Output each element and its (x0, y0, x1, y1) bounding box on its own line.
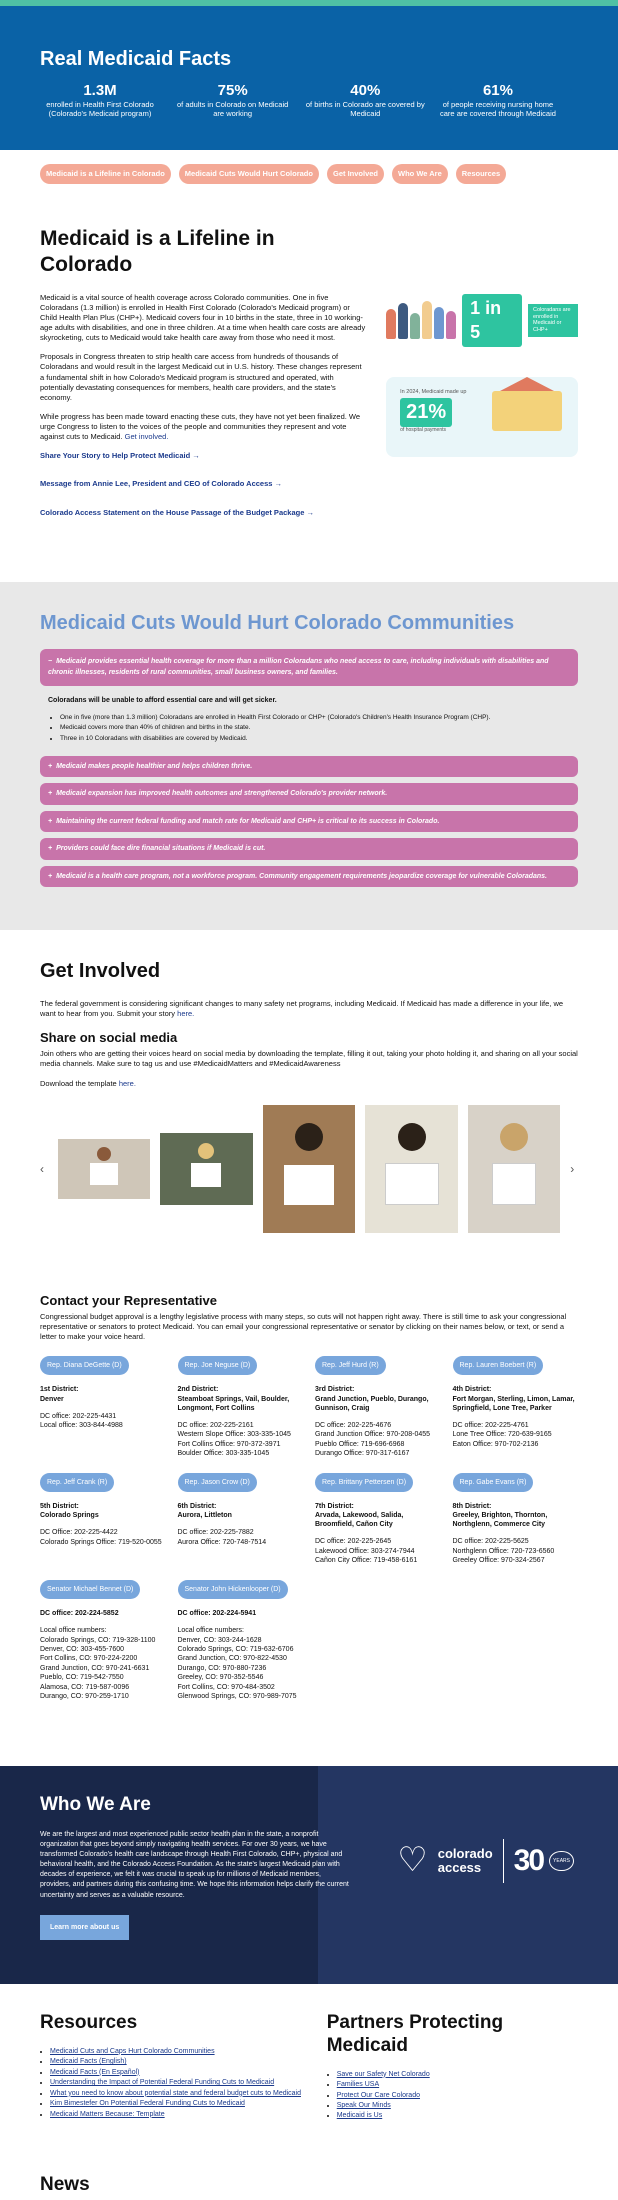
rep-offices: DC office: 202-225-7882 Aurora Office: 720-748-7514 (177, 1529, 267, 1546)
download-text: Download the template here. (40, 1079, 136, 1089)
rep-offices: DC office: 202-225-5625 Northglenn Office: 720-723-6560 Greeley Office: 970-324-2567 (452, 1538, 555, 1565)
pill-get-involved[interactable]: Get Involved (327, 164, 384, 184)
senator-offices: Local office numbers: Denver, CO: 303-244-1628 Colorado Springs, CO: 719-632-6706 Grand Junction, CO: 970-822-4530 Durango, CO: 970-880-7236 Greeley, CO: 970-352-5546 Fort Collins, CO: 970-484-3502 Glenwood Springs, CO: 970-989-7075 (177, 1627, 297, 1701)
accordion-bullet: • Three in 10 Coloradans with disabilities are covered by Medicaid. (60, 735, 570, 744)
expand-icon: + (48, 790, 53, 798)
rep-district: 1st District: Denver (40, 1386, 79, 1403)
download-template-link[interactable]: here. (118, 1079, 136, 1089)
rep-district: 7th District: Arvada, Lakewood, Salida, Broomfield, Cañon City (315, 1502, 404, 1529)
rep-offices: DC office: 202-225-4676 Grand Junction Office: 970-208-0455 Pueblo Office: 719-696-6968 Durango Office: 970-317-6167 (315, 1421, 431, 1458)
rep-name-button[interactable]: Rep. Gabe Evans (R) (453, 1473, 534, 1492)
fact-item (173, 83, 293, 118)
one-in-five-figure: 1 in 5 (462, 294, 522, 347)
facts-row (40, 83, 578, 118)
submit-story-link[interactable]: here. (177, 1009, 195, 1019)
rep-offices: DC office: 202-225-4761 Lone Tree Office: 720-639-9165 Eaton Office: 970-702-2136 (452, 1421, 552, 1448)
logo-30-years: 30 (513, 1843, 544, 1877)
carousel-photo (468, 1105, 561, 1233)
accordion-item[interactable]: + Maintaining the current federal funding and match rate for Medicaid and CHP+ is critical to its success in Colorado. (40, 811, 578, 832)
colorado-access-logo (397, 1838, 574, 1884)
get-involved-intro: The federal government is considering significant changes to many safety net programs, including Medicaid. If Medicaid has made a difference in your life, we want to hear from you. Submit your story here. (40, 999, 564, 1019)
lifeline-title: Medicaid is a Lifeline in Colorado (40, 227, 275, 277)
hospital-caption: In 2024, Medicaid made up (400, 388, 467, 395)
logo-divider (503, 1839, 504, 1883)
resources-list (40, 2047, 305, 2119)
resource-link[interactable]: • Understanding the Impact of Potential Federal Funding Cuts to Medicaid (50, 2078, 305, 2087)
hospital-illustration (492, 391, 562, 431)
learn-more-button[interactable]: Learn more about us (40, 1915, 129, 1940)
fact-description: of people receiving nursing home care are covered through Medicaid (440, 99, 556, 118)
expand-icon: + (48, 872, 53, 880)
rep-offices: DC Office: 202-225-4422 Colorado Springs Office: 719-520-0055 (40, 1529, 162, 1546)
rep-district: 8th District: Greeley, Brighton, Thornton, Northglenn, Commerce City (452, 1502, 548, 1529)
resource-link[interactable]: • Medicaid Cuts and Caps Hurt Colorado Communities (50, 2047, 305, 2056)
carousel-next-icon[interactable]: › (570, 1162, 575, 1177)
resources-title: Resources (40, 2012, 138, 2034)
people-illustration (386, 301, 456, 339)
hero-section (0, 6, 618, 150)
resource-link[interactable]: • Kim Bimestefer On Potential Federal Funding Cuts to Medicaid (50, 2099, 305, 2108)
rep-district: 4th District: Fort Morgan, Sterling, Limon, Lamar, Springfield, Lone Tree, Parker (452, 1386, 575, 1412)
rep-name-button[interactable]: Rep. Jeff Hurd (R) (315, 1356, 386, 1375)
carousel-photo (58, 1139, 151, 1199)
accordion-item[interactable]: + Medicaid makes people healthier and helps children thrive. (40, 756, 578, 777)
senator-card (40, 1580, 166, 1702)
partners-list (327, 2070, 578, 2121)
share-story-link[interactable]: Share Your Story to Help Protect Medicaid → (40, 451, 200, 461)
resource-link[interactable]: • Medicaid Facts (English) (50, 2057, 305, 2066)
ceo-message-link[interactable]: Message from Annie Lee, President and CEO of Colorado Access → (40, 479, 283, 489)
partner-link[interactable]: • Medicaid is Us (337, 2111, 578, 2120)
carousel-photo (263, 1105, 356, 1233)
senator-dc-office: DC office: 202-224-5852 (40, 1609, 119, 1617)
partner-link[interactable]: • Protect Our Care Colorado (337, 2091, 578, 2100)
accordion-lead: Coloradans will be unable to afford essential care and will get sicker. (48, 697, 277, 705)
representatives-grid (40, 1356, 578, 1702)
senator-name-button[interactable]: Senator Michael Bennet (D) (40, 1580, 140, 1599)
rep-card (315, 1473, 441, 1566)
resources-partners-section (0, 1984, 618, 2160)
rep-card (178, 1473, 304, 1566)
senator-offices: Local office numbers: Colorado Springs, CO: 719-328-1100 Denver, CO: 303-455-7600 Fort Collins, CO: 970-224-2200 Grand Junction, CO: 970-241-6631 Pueblo, CO: 719-542-7550 Alamosa, CO: 719-587-0096 Durango, CO: 970-259-1710 (40, 1627, 156, 1701)
lifeline-paragraph: Proposals in Congress threaten to strip health care access from hundreds of thousands of Coloradans and would result in the largest Medicaid cut in U.S. history. These changes represent a fundamental shift in how Colorado's Medicaid program is structured and operated, with potentially devastating consequences for members, health care providers, and the state's economy. (40, 352, 362, 402)
accordion-item-open[interactable]: − Medicaid provides essential health coverage for more than a million Coloradans who need access to care, including individuals with disabilities and chronic illnesses, residents of rural communities, small business owners, and families. (40, 649, 578, 686)
partner-link[interactable]: • Save our Safety Net Colorado (337, 2070, 578, 2079)
rep-name-button[interactable]: Rep. Jeff Crank (R) (40, 1473, 114, 1492)
fact-item (438, 83, 558, 118)
rep-name-button[interactable]: Rep. Lauren Boebert (R) (453, 1356, 544, 1375)
rep-offices: DC office: 202-225-2645 Lakewood Office: 303-274-7944 Cañon City Office: 719-458-6161 (315, 1538, 418, 1565)
accordion-bullet: • Medicaid covers more than 40% of children and births in the state. (60, 724, 570, 733)
rep-offices: DC office: 202-225-4431 Local office: 303-844-4988 (40, 1412, 123, 1430)
budget-statement-link[interactable]: Colorado Access Statement on the House Passage of the Budget Package → (40, 507, 314, 517)
social-media-title: Share on social media (40, 1030, 178, 1046)
partner-link[interactable]: • Families USA (337, 2080, 578, 2089)
lifeline-section (0, 198, 618, 582)
accordion-item[interactable]: + Providers could face dire financial situations if Medicaid is cut. (40, 838, 578, 859)
cuts-title: Medicaid Cuts Would Hurt Colorado Communities (40, 612, 515, 635)
get-involved-title: Get Involved (40, 960, 161, 983)
lifeline-paragraph: While progress has been made toward enacting these cuts, they have not yet been finalized. We urge Congress to listen to the voices of the people and communities they represent and vote against cuts to Medicaid. Get involved. (40, 411, 361, 442)
collapse-icon: − (48, 658, 53, 666)
get-involved-section (0, 930, 618, 1288)
hospital-caption-2: of hospital payments (400, 427, 446, 434)
fact-item (305, 83, 425, 118)
heart-logo-icon: ♡ (397, 1841, 428, 1880)
rep-card (453, 1356, 579, 1458)
who-we-are-title: Who We Are (40, 1794, 151, 1816)
hospital-percentage: 21% (400, 398, 452, 427)
rep-name-button[interactable]: Rep. Jason Crow (D) (178, 1473, 257, 1492)
hospital-payments-infographic (386, 377, 578, 457)
lifeline-infographics (386, 226, 578, 582)
rep-card (315, 1356, 441, 1458)
lifeline-paragraph: Medicaid is a vital source of health coverage across Colorado communities. One in five Coloradans (1.3 million) is enrolled in Health First Colorado (Colorado's Medicaid program) or Child Health Plan Plus (CHP+). Medicaid covers four in 10 births in the state, three in 10 working-age adults with disabilities, and one in three children. At a time when health care costs are already skyrocketing, cuts to Medicaid would take health care away from those who need it most. (40, 292, 366, 343)
rep-card (178, 1356, 304, 1458)
expand-icon: + (48, 817, 53, 825)
fact-number: 75% (217, 82, 248, 99)
accordion-content (40, 692, 578, 756)
accordion-item[interactable]: + Medicaid expansion has improved health outcomes and strengthened Colorado's provider network. (40, 783, 578, 804)
fact-number: 40% (350, 82, 381, 99)
rep-district: 3rd District: Grand Junction, Pueblo, Durango, Gunnison, Craig (315, 1386, 429, 1412)
rep-district: 2nd District: Steamboat Springs, Vail, Boulder, Longmont, Fort Collins (177, 1386, 290, 1412)
logo-years-badge: YEARS (549, 1851, 574, 1872)
pill-cuts[interactable]: Medicaid Cuts Would Hurt Colorado (179, 164, 319, 184)
get-involved-link[interactable]: Get involved. (124, 432, 169, 442)
carousel-prev-icon[interactable]: ‹ (40, 1162, 44, 1177)
fact-number: 1.3M (83, 82, 117, 99)
resource-link[interactable]: • Medicaid Matters Because: Template (50, 2110, 305, 2119)
senator-card (178, 1580, 304, 1702)
who-we-are-text: We are the largest and most experienced public sector health plan in the state, a nonprofit organization that goes beyond simply navigating health services. For over 30 years, we have transformed Colorado's health care landscape through Health First Colorado, CHP+, physical and behavioral health, and the Colorado Access Foundation. As the state's largest Medicaid plan with decades of experience, we felt it was crucial to speak up for millions of Medicaid members, providers, and partners during this confusing time. We hope this information helps clarify the current uncertainty and serves as a valuable resource. (40, 1830, 349, 1899)
rep-offices: DC office: 202-225-2161 Western Slope Office: 303-335-1045 Fort Collins Office: 970-372-3971 Boulder Office: 303-335-1045 (177, 1421, 291, 1458)
rep-name-button[interactable]: Rep. Brittany Pettersen (D) (315, 1473, 413, 1492)
senator-name-button[interactable]: Senator John Hickenlooper (D) (178, 1580, 288, 1599)
cuts-section (0, 582, 618, 930)
social-media-text: Join others who are getting their voices heard on social media by downloading the template, filling it out, taking your photo holding it, and sharing on all your social media channels. Make sure to tag us and use #MedicaidMatters and #MedicaidAwareness (40, 1048, 578, 1069)
partners-title: Partners Protecting Medicaid (326, 2012, 504, 2056)
section-jump-nav (0, 150, 618, 198)
pill-lifeline[interactable]: Medicaid is a Lifeline in Colorado (40, 164, 171, 184)
who-we-are-section (0, 1766, 618, 1984)
fact-description: enrolled in Health First Colorado (Colorado's Medicaid program) (46, 99, 154, 118)
expand-icon: + (48, 762, 53, 770)
hero-title: Real Medicaid Facts (40, 48, 232, 70)
lifeline-links (40, 451, 366, 517)
fact-description: of births in Colorado are covered by Medicaid (305, 99, 425, 118)
pill-resources[interactable]: Resources (456, 164, 506, 184)
rep-card (453, 1473, 579, 1566)
pill-who-we-are[interactable]: Who We Are (392, 164, 448, 184)
expand-icon: + (48, 845, 53, 853)
photo-carousel (40, 1105, 578, 1233)
rep-district: 5th District: Colorado Springs (40, 1502, 99, 1520)
contact-title: Contact your Representative (40, 1293, 217, 1309)
fact-description: of adults in Colorado on Medicaid are working (176, 99, 289, 118)
accordion-item[interactable]: + Medicaid is a health care program, not a workforce program. Community engagement requirements jeopardize coverage for vulnerable Coloradans. (40, 866, 578, 887)
rep-name-button[interactable]: Rep. Diana DeGette (D) (40, 1356, 129, 1375)
news-section (0, 2160, 618, 2198)
resource-link[interactable]: • Medicaid Facts (En Español) (50, 2068, 305, 2077)
fact-number: 61% (482, 82, 513, 99)
fact-item (40, 83, 160, 118)
rep-district: 6th District: Aurora, Littleton (177, 1502, 232, 1520)
contact-representative-section (0, 1288, 618, 1766)
carousel-photo (365, 1105, 458, 1233)
resource-link[interactable]: • What you need to know about potential state and federal budget cuts to Medicaid (50, 2089, 305, 2098)
carousel-photo (160, 1133, 253, 1205)
one-in-five-infographic (386, 294, 578, 347)
rep-card (40, 1473, 166, 1566)
rep-card (40, 1356, 166, 1458)
rep-name-button[interactable]: Rep. Joe Neguse (D) (178, 1356, 258, 1375)
partner-link[interactable]: • Speak Our Minds (337, 2101, 578, 2110)
one-in-five-caption: Coloradans are enrolled in Medicaid or CHP+ (528, 304, 578, 336)
news-title: News (40, 2174, 90, 2196)
logo-text-line1: colorado (437, 1845, 493, 1861)
logo-text-line2: access (437, 1860, 482, 1876)
accordion-bullet: • One in five (more than 1.3 million) Coloradans are enrolled in Health First Colorado or CHP+ (Colorado's Children's Health Insurance Program (CHP). (60, 714, 570, 723)
senator-dc-office: DC office: 202-224-5941 (177, 1609, 257, 1617)
contact-text: Congressional budget approval is a lengthy legislative process with many steps, so cuts will not happen right away. There is still time to ask your congressional representative or senators to protect Medicaid. You can email your congressional representative or senator by clicking on their names below, or text, or send a letter to make your voice heard. (40, 1311, 567, 1341)
